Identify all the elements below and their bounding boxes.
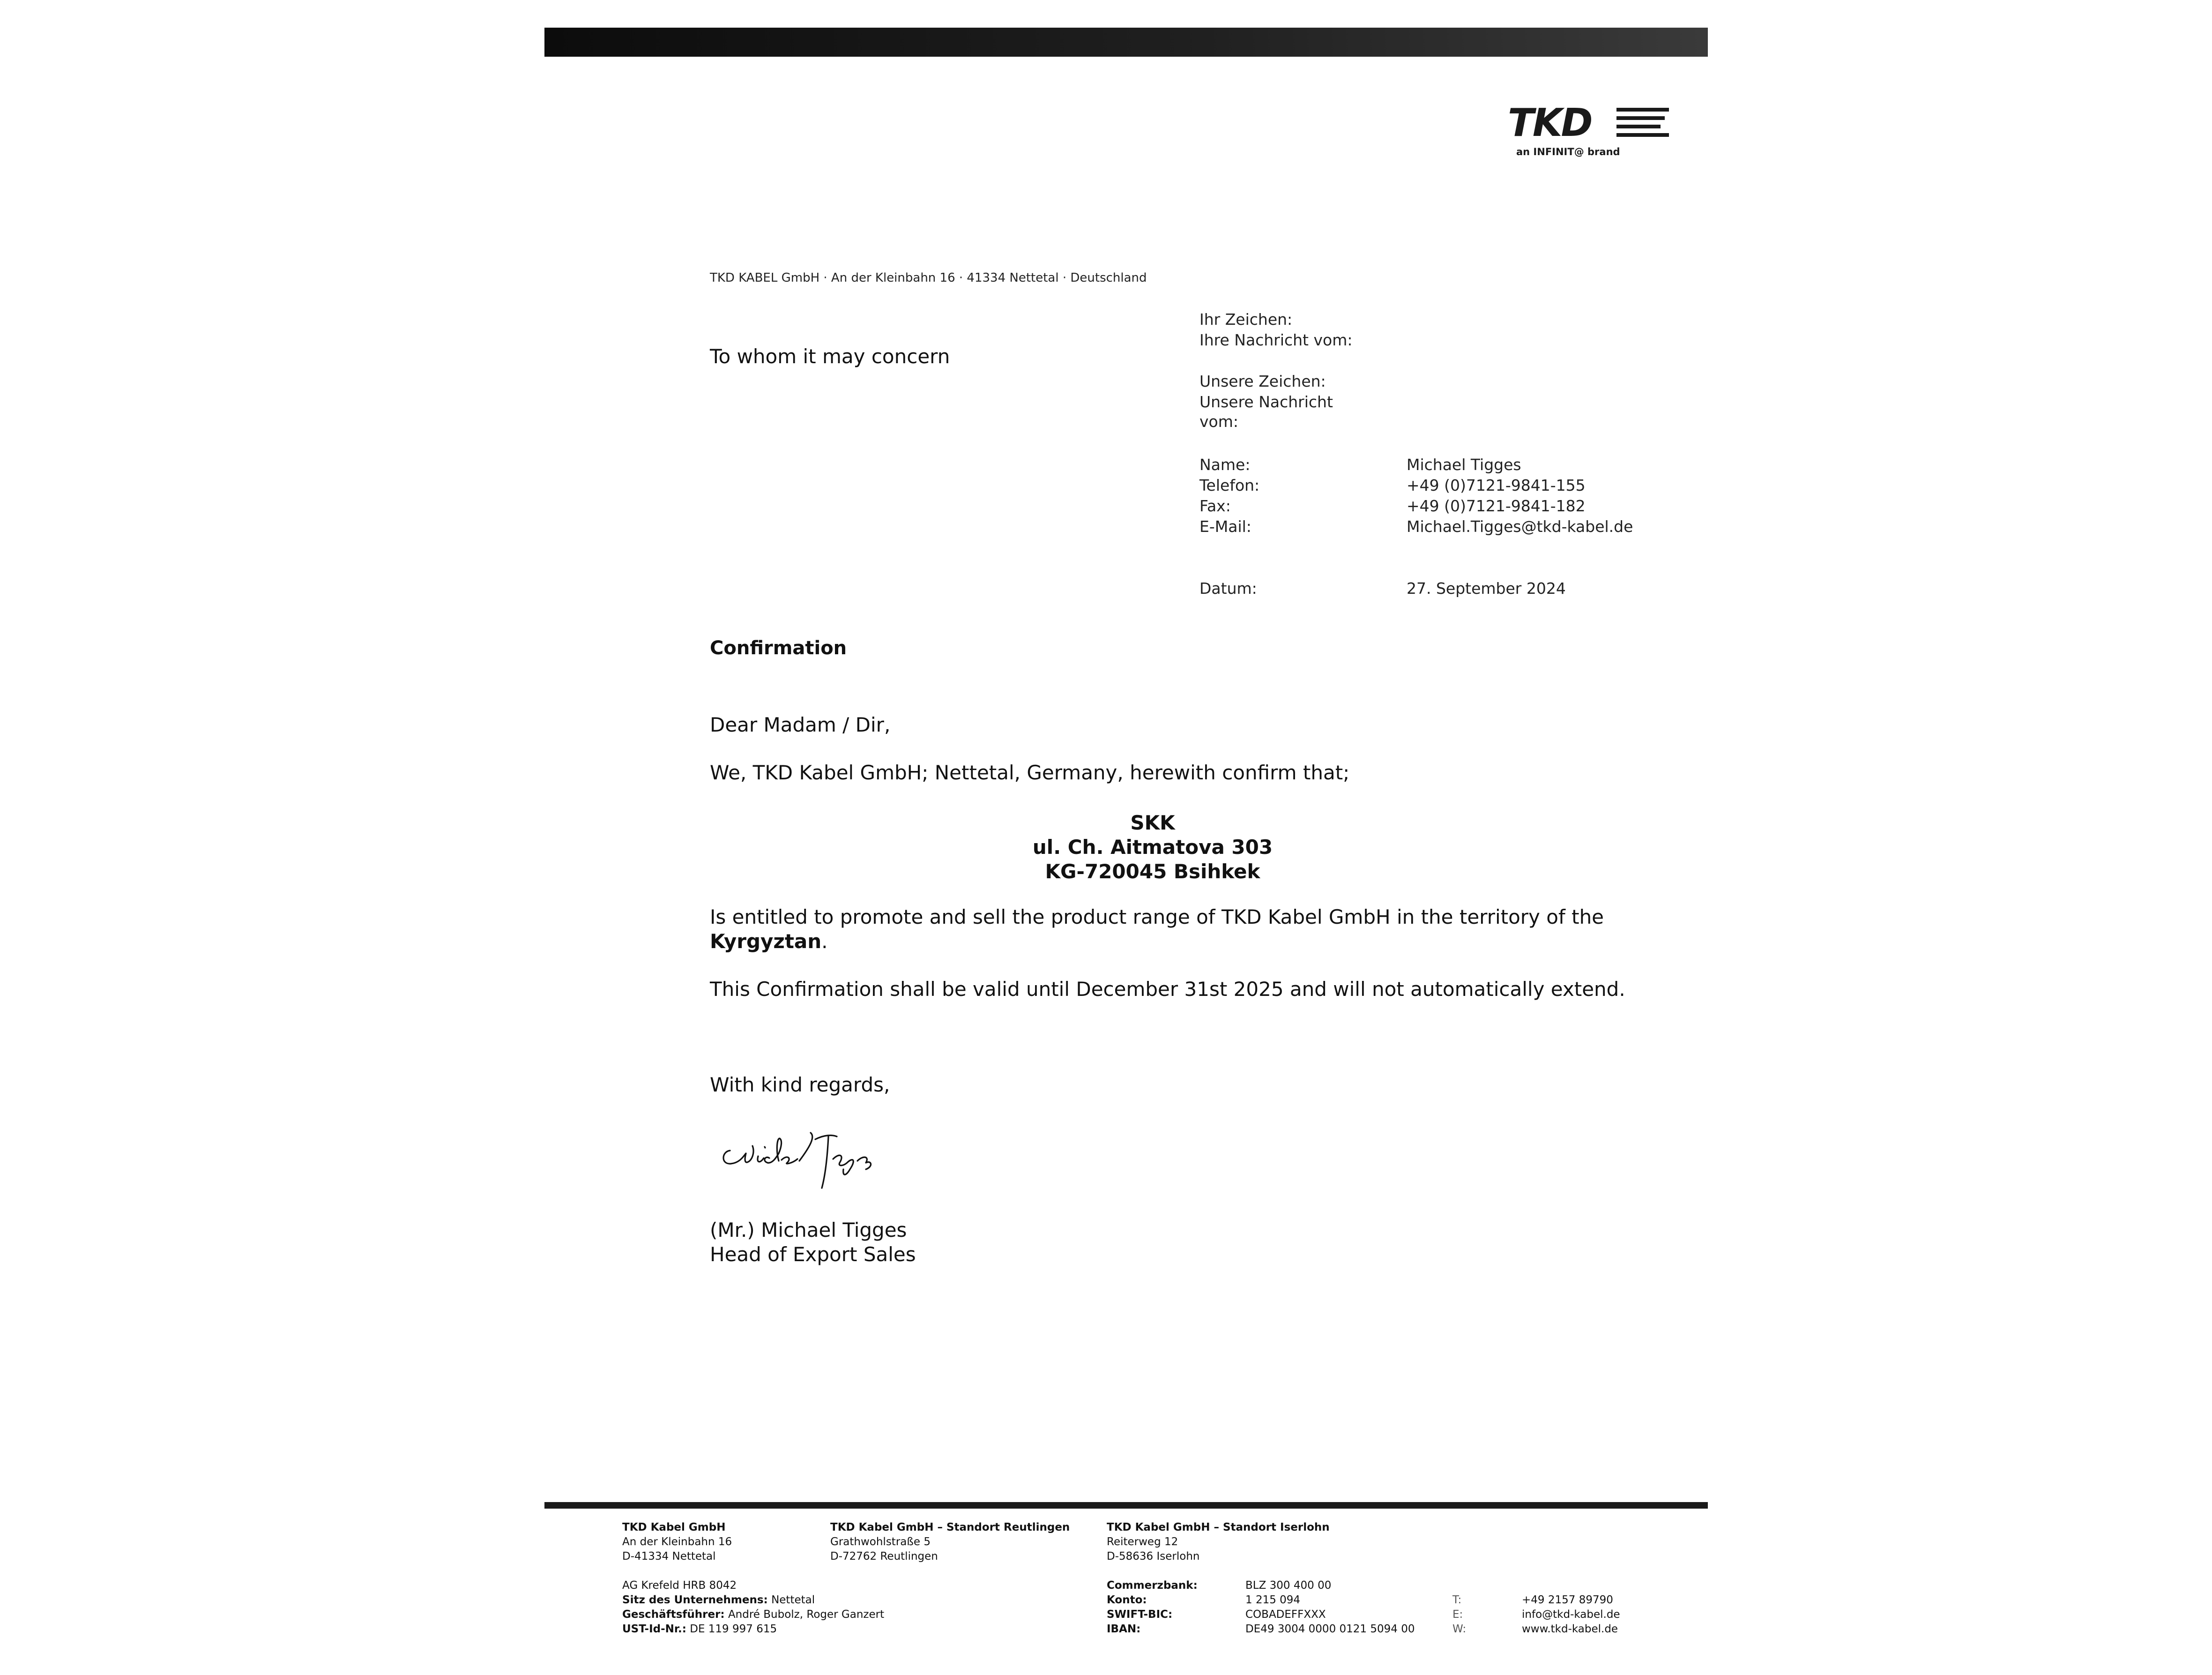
datum-label: Datum:	[1199, 579, 1257, 598]
fax-label: Fax:	[1199, 497, 1231, 515]
footer-gf-label: Geschäftsführer:	[622, 1608, 725, 1621]
footer-sitz-label: Sitz des Unternehmens:	[622, 1594, 768, 1606]
territory-line	[710, 930, 828, 953]
handwritten-signature	[717, 1118, 895, 1193]
partner-name: SKK	[1130, 811, 1175, 834]
signer-name: (Mr.) Michael Tigges	[710, 1219, 907, 1241]
letter-title: Confirmation	[710, 637, 847, 659]
footer-col3-line2: D-58636 Iserlohn	[1107, 1550, 1200, 1563]
footer-ust-value: DE 119 997 615	[690, 1623, 777, 1635]
unsere-nachricht-label: Unsere Nachricht	[1199, 393, 1333, 411]
footer-gf-value: André Bubolz, Roger Ganzert	[728, 1608, 885, 1621]
footer-konto-value: 1 215 094	[1245, 1594, 1301, 1606]
ihre-nachricht-label: Ihre Nachricht vom:	[1199, 331, 1353, 349]
footer-t-label: T:	[1452, 1594, 1462, 1606]
name-value: Michael Tigges	[1407, 456, 1521, 474]
header-bar	[544, 28, 1708, 57]
footer-bank-values	[1245, 1578, 1415, 1637]
footer-col3-line1: Reiterweg 12	[1107, 1536, 1178, 1548]
footer-swift-value: COBADEFFXXX	[1245, 1608, 1326, 1621]
footer-bank-labels	[1107, 1578, 1198, 1637]
footer-bar	[544, 1502, 1708, 1509]
footer-col2-line2: D-72762 Reutlingen	[830, 1550, 938, 1563]
footer-col-reutlingen	[830, 1520, 1070, 1564]
logo-tagline: an INFINIT@ brand	[1516, 146, 1620, 157]
footer-konto-label: Konto:	[1107, 1594, 1147, 1606]
footer-contact-labels	[1452, 1593, 1466, 1637]
fax-value: +49 (0)7121-9841-182	[1407, 497, 1586, 515]
validity-paragraph: This Confirmation shall be valid until December 31st 2025 and will not automatically extend.	[710, 978, 1625, 1001]
salutation: Dear Madam / Dir,	[710, 713, 891, 736]
recipient: To whom it may concern	[710, 345, 950, 368]
intro-paragraph: We, TKD Kabel GmbH; Nettetal, Germany, herewith confirm that;	[710, 761, 1350, 784]
footer-col2-title: TKD Kabel GmbH – Standort Reutlingen	[830, 1521, 1070, 1533]
email-value: Michael.Tigges@tkd-kabel.de	[1407, 517, 1633, 536]
entitlement-paragraph: Is entitled to promote and sell the product range of TKD Kabel GmbH in the territory of the	[710, 905, 1604, 928]
footer-legal	[622, 1578, 884, 1637]
unsere-zeichen-label: Unsere Zeichen:	[1199, 372, 1326, 390]
logo-stripes	[1616, 108, 1669, 142]
tkd-logo	[1508, 101, 1670, 159]
footer-w-label: W:	[1452, 1623, 1467, 1635]
footer-sitz-value: Nettetal	[771, 1594, 815, 1606]
name-label: Name:	[1199, 456, 1251, 474]
closing: With kind regards,	[710, 1073, 890, 1096]
logo-word: TKD	[1508, 101, 1592, 145]
footer-col-nettetal	[622, 1520, 732, 1564]
footer-col3-title: TKD Kabel GmbH – Standort Iserlohn	[1107, 1521, 1330, 1533]
footer-iban-label: IBAN:	[1107, 1623, 1141, 1635]
footer-e-label: E:	[1452, 1608, 1463, 1621]
footer-swift-label: SWIFT-BIC:	[1107, 1608, 1173, 1621]
footer-website[interactable]: www.tkd-kabel.de	[1522, 1623, 1618, 1635]
footer-col1-line1: An der Kleinbahn 16	[622, 1536, 732, 1548]
telefon-label: Telefon:	[1199, 476, 1260, 494]
footer-col2-line1: Grathwohlstraße 5	[830, 1536, 931, 1548]
telefon-value: +49 (0)7121-9841-155	[1407, 476, 1586, 494]
unsere-nachricht-label-vom: vom:	[1199, 412, 1238, 431]
email-label: E-Mail:	[1199, 517, 1251, 536]
footer-col1-title: TKD Kabel GmbH	[622, 1521, 726, 1533]
partner-city: KG-720045 Bsihkek	[1045, 860, 1260, 883]
footer-contact-values	[1522, 1593, 1620, 1637]
footer-email[interactable]: info@tkd-kabel.de	[1522, 1608, 1620, 1621]
sender-address-line: TKD KABEL GmbH · An der Kleinbahn 16 · 41334 Nettetal · Deutschland	[710, 271, 1147, 285]
partner-street: ul. Ch. Aitmatova 303	[1032, 836, 1273, 859]
signer-title: Head of Export Sales	[710, 1243, 916, 1266]
footer-col-iserlohn	[1107, 1520, 1330, 1564]
footer-register: AG Krefeld HRB 8042	[622, 1579, 737, 1592]
territory-period: .	[821, 930, 828, 953]
footer-iban-value: DE49 3004 0000 0121 5094 00	[1245, 1623, 1415, 1635]
footer-bank-label: Commerzbank:	[1107, 1579, 1198, 1592]
footer-col1-line2: D-41334 Nettetal	[622, 1550, 716, 1563]
partner-address	[710, 811, 1595, 884]
footer-bank-value: BLZ 300 400 00	[1245, 1579, 1332, 1592]
ihr-zeichen-label: Ihr Zeichen:	[1199, 310, 1293, 329]
territory: Kyrgyztan	[710, 930, 822, 953]
datum-value: 27. September 2024	[1407, 579, 1566, 598]
footer-phone: +49 2157 89790	[1522, 1594, 1613, 1606]
footer-ust-label: UST-Id-Nr.:	[622, 1623, 686, 1635]
